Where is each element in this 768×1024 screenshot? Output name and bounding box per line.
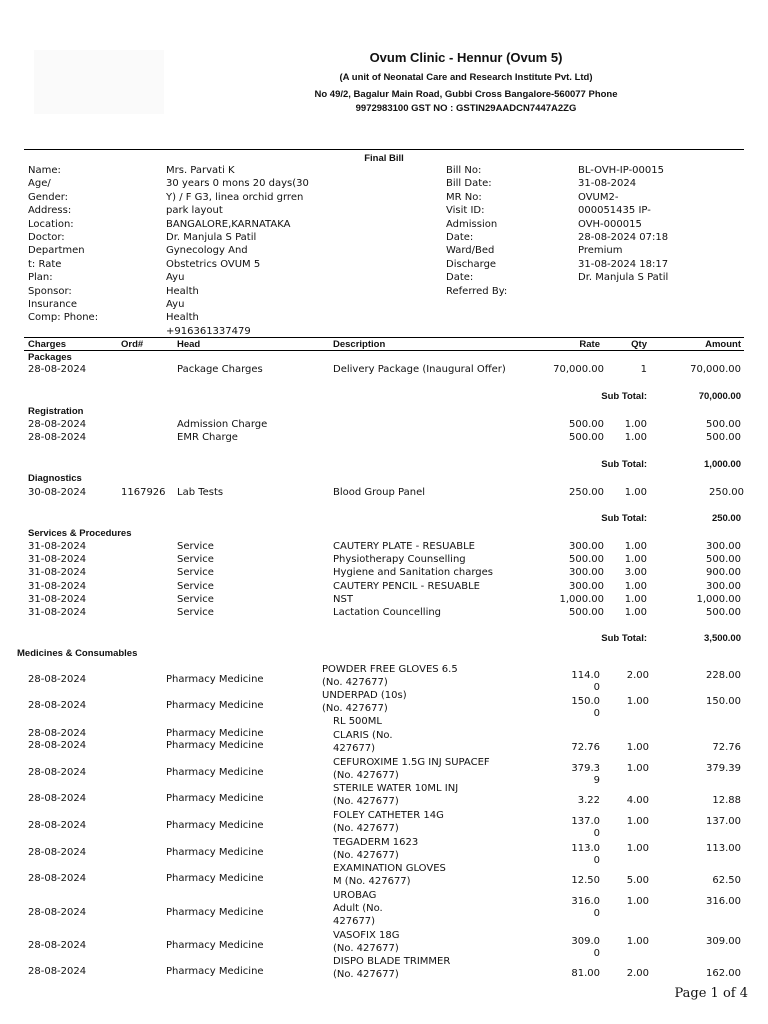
med-rate: 0	[593, 948, 600, 959]
patient-value: Ayu	[166, 299, 185, 310]
row-head: Service	[177, 567, 214, 579]
row-amount: 300.00	[706, 580, 741, 592]
bill-value: 31-08-2024 18:17	[578, 258, 669, 270]
row-qty: 1.00	[624, 419, 647, 430]
med-description: M (No. 427677)	[333, 876, 411, 887]
bill-value: 31-08-2024	[578, 178, 637, 190]
patient-label: Comp: Phone:	[28, 312, 99, 324]
med-description: 427677)	[333, 743, 376, 754]
row-qty: 1.00	[624, 607, 647, 618]
row-description: Hygiene and Sanitation charges	[333, 567, 493, 579]
med-rate: 0	[593, 855, 600, 866]
med-description: (No. 427677)	[333, 770, 399, 781]
med-head: Pharmacy Medicine	[166, 674, 264, 685]
med-description: (No. 427677)	[322, 677, 388, 688]
med-description: UNDERPAD (10s)	[322, 690, 407, 701]
bill-label: Referred By:	[446, 285, 508, 297]
bill-label: Visit ID:	[446, 205, 485, 217]
row-amount: 250.00	[709, 487, 744, 498]
patient-value: Health	[166, 285, 199, 297]
med-description: TEGADERM 1623	[333, 837, 419, 848]
subtotal-value: 250.00	[711, 513, 741, 524]
patient-value: park layout	[166, 205, 223, 217]
med-qty: 1.00	[626, 843, 649, 854]
med-qty: 1.00	[626, 896, 649, 907]
row-head: Service	[177, 554, 214, 566]
med-qty: 2.00	[626, 670, 649, 681]
row-amount: 500.00	[706, 554, 741, 566]
patient-label: Name:	[28, 165, 61, 176]
med-rate: 0	[593, 708, 600, 719]
bill-label: Discharge	[446, 258, 497, 270]
col-description: Description	[333, 339, 386, 350]
row-head: Package Charges	[177, 364, 263, 375]
row-head: Lab Tests	[177, 487, 224, 498]
patient-label: t: Rate	[28, 258, 62, 270]
med-qty: 2.00	[626, 968, 649, 979]
med-description: (No. 427677)	[333, 943, 399, 954]
row-head: EMR Charge	[177, 432, 238, 443]
section-title: Packages	[28, 352, 72, 363]
med-rate: 3.22	[577, 795, 600, 806]
med-amount: 162.00	[706, 968, 741, 979]
med-date: 28-08-2024	[28, 740, 87, 751]
med-date: 28-08-2024	[28, 907, 87, 918]
patient-label: Doctor:	[28, 232, 65, 243]
med-date: 28-08-2024	[28, 820, 87, 831]
med-description: RL 500ML	[333, 716, 382, 727]
med-qty: 5.00	[626, 875, 649, 886]
col-qty: Qty	[631, 339, 647, 350]
subtotal-label: Sub Total:	[601, 513, 647, 524]
row-amount: 900.00	[706, 567, 741, 579]
row-description: CAUTERY PLATE - RESUABLE	[333, 541, 475, 552]
section-title: Services & Procedures	[28, 528, 132, 539]
med-description: VASOFIX 18G	[333, 930, 400, 941]
row-head: Service	[177, 593, 214, 605]
med-description: (No. 427677)	[333, 823, 399, 834]
subtotal-label: Sub Total:	[601, 391, 647, 402]
row-amount: 500.00	[706, 432, 741, 443]
row-description: Physiotherapy Counselling	[333, 554, 466, 566]
med-amount: 379.39	[706, 763, 741, 774]
med-head: Pharmacy Medicine	[166, 847, 264, 858]
row-qty: 1.00	[624, 580, 647, 592]
bill-label: Admission	[446, 218, 498, 230]
patient-label: Location:	[28, 218, 74, 230]
bill-value: OVUM2-	[578, 191, 619, 203]
row-qty: 1	[640, 364, 647, 375]
row-date: 31-08-2024	[28, 567, 87, 579]
med-rate: 81.00	[571, 968, 600, 979]
med-qty: 1.00	[626, 763, 649, 774]
med-date: 28-08-2024	[28, 793, 87, 804]
patient-value: Gynecology And	[166, 245, 248, 257]
med-amount: 12.88	[712, 795, 741, 806]
med-head: Pharmacy Medicine	[166, 767, 264, 778]
patient-label: Address:	[28, 205, 72, 217]
row-date: 31-08-2024	[28, 580, 87, 592]
med-date: 28-08-2024	[28, 700, 87, 711]
med-amount: 228.00	[706, 670, 741, 681]
med-rate: 9	[593, 775, 600, 786]
row-head: Admission Charge	[177, 419, 268, 430]
row-date: 31-08-2024	[28, 607, 87, 618]
med-rate: 0	[593, 828, 600, 839]
row-description: Delivery Package (Inaugural Offer)	[333, 364, 506, 375]
med-description: STERILE WATER 10ML INJ	[333, 783, 459, 794]
med-qty: 4.00	[626, 795, 649, 806]
row-amount: 300.00	[706, 541, 741, 552]
section-title: Medicines & Consumables	[17, 648, 138, 659]
bill-value: Premium	[578, 245, 623, 257]
row-head: Service	[177, 607, 214, 618]
row-qty: 3.00	[624, 567, 647, 579]
med-description: (No. 427677)	[322, 703, 388, 714]
med-description: FOLEY CATHETER 14G	[333, 810, 444, 821]
row-qty: 1.00	[624, 554, 647, 566]
med-amount: 309.00	[706, 936, 741, 947]
col-ord: Ord#	[121, 339, 144, 350]
row-description: Lactation Councelling	[333, 607, 442, 618]
row-rate: 1,000.00	[559, 593, 604, 605]
row-date: 31-08-2024	[28, 554, 87, 566]
row-qty: 1.00	[624, 432, 647, 443]
clinic-phone-gst: 9972983100 GST NO : GSTIN29AADCN7447A2ZG	[355, 103, 577, 114]
med-date: 28-08-2024	[28, 728, 87, 739]
col-amount: Amount	[705, 339, 741, 350]
table-header-divider	[24, 350, 744, 351]
row-rate: 70,000.00	[553, 364, 604, 375]
row-rate: 500.00	[569, 554, 604, 566]
bill-value: 000051435 IP-	[578, 205, 651, 217]
bill-title: Final Bill	[364, 153, 404, 164]
patient-label: Departmen	[28, 245, 85, 257]
row-qty: 1.00	[624, 593, 647, 605]
row-rate: 300.00	[569, 541, 604, 552]
patient-value: Y) / F G3, linea orchid grren	[166, 191, 304, 203]
row-amount: 500.00	[706, 419, 741, 430]
bill-label: Bill No:	[446, 165, 482, 176]
subtotal-value: 3,500.00	[704, 633, 741, 644]
bill-value: OVH-000015	[578, 218, 642, 230]
row-description: Blood Group Panel	[333, 487, 426, 498]
med-description: UROBAG	[333, 890, 377, 901]
row-qty: 1.00	[624, 541, 647, 552]
med-head: Pharmacy Medicine	[166, 820, 264, 831]
row-date: 28-08-2024	[28, 432, 87, 443]
med-head: Pharmacy Medicine	[166, 940, 264, 951]
med-rate: 137.0	[571, 816, 600, 827]
med-date: 28-08-2024	[28, 847, 87, 858]
med-rate: 316.0	[571, 896, 600, 907]
row-amount: 70,000.00	[690, 364, 741, 375]
subtotal-value: 70,000.00	[698, 391, 741, 402]
row-description: CAUTERY PENCIL - RESUABLE	[333, 580, 480, 592]
row-qty: 1.00	[624, 487, 647, 498]
clinic-unit: (A unit of Neonatal Care and Research Institute Pvt. Ltd)	[339, 72, 593, 83]
patient-label: Sponsor:	[28, 285, 72, 297]
med-rate: 0	[593, 908, 600, 919]
page-number: Page 1 of 4	[674, 986, 748, 1001]
med-qty: 1.00	[626, 742, 649, 753]
section-title: Registration	[28, 406, 84, 417]
row-date: 28-08-2024	[28, 419, 87, 430]
med-description: (No. 427677)	[333, 850, 399, 861]
col-charges: Charges	[28, 339, 67, 350]
med-date: 28-08-2024	[28, 966, 87, 977]
row-head: Service	[177, 541, 214, 552]
med-rate: 0	[593, 682, 600, 693]
med-rate: 114.0	[571, 670, 600, 681]
patient-value: Dr. Manjula S Patil	[166, 232, 257, 243]
med-amount: 150.00	[706, 696, 741, 707]
med-amount: 113.00	[706, 843, 741, 854]
med-amount: 62.50	[712, 875, 741, 886]
patient-value: 30 years 0 mons 20 days(30	[166, 178, 309, 190]
row-rate: 500.00	[569, 419, 604, 430]
med-description: POWDER FREE GLOVES 6.5	[322, 664, 458, 675]
header-divider	[24, 149, 744, 150]
row-description: NST	[333, 593, 353, 605]
section-title: Diagnostics	[28, 473, 82, 484]
med-description: (No. 427677)	[333, 969, 399, 980]
bill-label: Date:	[446, 272, 474, 284]
med-description: 427677)	[333, 916, 376, 927]
med-head: Pharmacy Medicine	[166, 740, 264, 751]
table-top-divider	[24, 337, 744, 338]
med-qty: 1.00	[626, 816, 649, 827]
subtotal-label: Sub Total:	[601, 633, 647, 644]
med-description: (No. 427677)	[333, 796, 399, 807]
med-amount: 72.76	[712, 742, 741, 753]
med-description: CEFUROXIME 1.5G INJ SUPACEF	[333, 757, 490, 768]
row-head: Service	[177, 580, 214, 592]
row-amount: 500.00	[706, 607, 741, 618]
med-head: Pharmacy Medicine	[166, 873, 264, 884]
med-date: 28-08-2024	[28, 767, 87, 778]
bill-label: MR No:	[446, 191, 482, 203]
med-head: Pharmacy Medicine	[166, 966, 264, 977]
med-qty: 1.00	[626, 936, 649, 947]
med-rate: 12.50	[571, 875, 600, 886]
patient-value: Mrs. Parvati K	[166, 165, 235, 176]
subtotal-label: Sub Total:	[601, 459, 647, 470]
med-qty: 1.00	[626, 696, 649, 707]
med-description: EXAMINATION GLOVES	[333, 863, 446, 874]
clinic-name: Ovum Clinic - Hennur (Ovum 5)	[369, 50, 563, 65]
bill-value: 28-08-2024 07:18	[578, 232, 669, 243]
patient-label: Age/	[28, 178, 51, 190]
bill-value: Dr. Manjula S Patil	[578, 272, 669, 284]
patient-value: Health	[166, 312, 199, 324]
row-amount: 1,000.00	[696, 593, 741, 605]
med-head: Pharmacy Medicine	[166, 728, 264, 739]
patient-label: Gender:	[28, 191, 69, 203]
med-head: Pharmacy Medicine	[166, 907, 264, 918]
clinic-address: No 49/2, Bagalur Main Road, Gubbi Cross Bangalore-560077 Phone	[314, 89, 618, 100]
med-rate: 72.76	[571, 742, 600, 753]
med-date: 28-08-2024	[28, 674, 87, 685]
row-date: 31-08-2024	[28, 541, 87, 552]
bill-label: Ward/Bed	[446, 245, 495, 257]
patient-label: Plan:	[28, 272, 53, 284]
bill-label: Date:	[446, 232, 474, 243]
med-amount: 137.00	[706, 816, 741, 827]
col-rate: Rate	[579, 339, 600, 350]
med-date: 28-08-2024	[28, 940, 87, 951]
row-rate: 500.00	[569, 432, 604, 443]
row-date: 28-08-2024	[28, 364, 87, 375]
med-amount: 316.00	[706, 896, 741, 907]
med-rate: 150.0	[571, 696, 600, 707]
med-head: Pharmacy Medicine	[166, 700, 264, 711]
med-rate: 309.0	[571, 936, 600, 947]
bill-label: Bill Date:	[446, 178, 492, 190]
patient-value: BANGALORE,KARNATAKA	[166, 218, 291, 230]
row-rate: 250.00	[569, 487, 604, 498]
patient-value: +916361337479	[166, 325, 251, 337]
row-rate: 300.00	[569, 567, 604, 579]
med-description: CLARIS (No.	[333, 730, 393, 741]
row-date: 30-08-2024	[28, 487, 87, 498]
row-rate: 300.00	[569, 580, 604, 592]
subtotal-value: 1,000.00	[704, 459, 741, 470]
med-rate: 113.0	[571, 843, 600, 854]
med-date: 28-08-2024	[28, 873, 87, 884]
patient-label: Insurance	[28, 299, 78, 310]
bill-value: BL-OVH-IP-00015	[578, 165, 664, 176]
row-ord: 1167926	[121, 487, 166, 498]
row-date: 31-08-2024	[28, 593, 87, 605]
med-description: DISPO BLADE TRIMMER	[333, 956, 451, 967]
med-head: Pharmacy Medicine	[166, 793, 264, 804]
clinic-logo	[34, 50, 164, 114]
patient-value: Obstetrics OVUM 5	[166, 258, 261, 270]
patient-value: Ayu	[166, 272, 185, 284]
med-rate: 379.3	[571, 763, 600, 774]
row-rate: 500.00	[569, 607, 604, 618]
med-description: Adult (No.	[333, 903, 383, 914]
col-head: Head	[177, 339, 201, 350]
